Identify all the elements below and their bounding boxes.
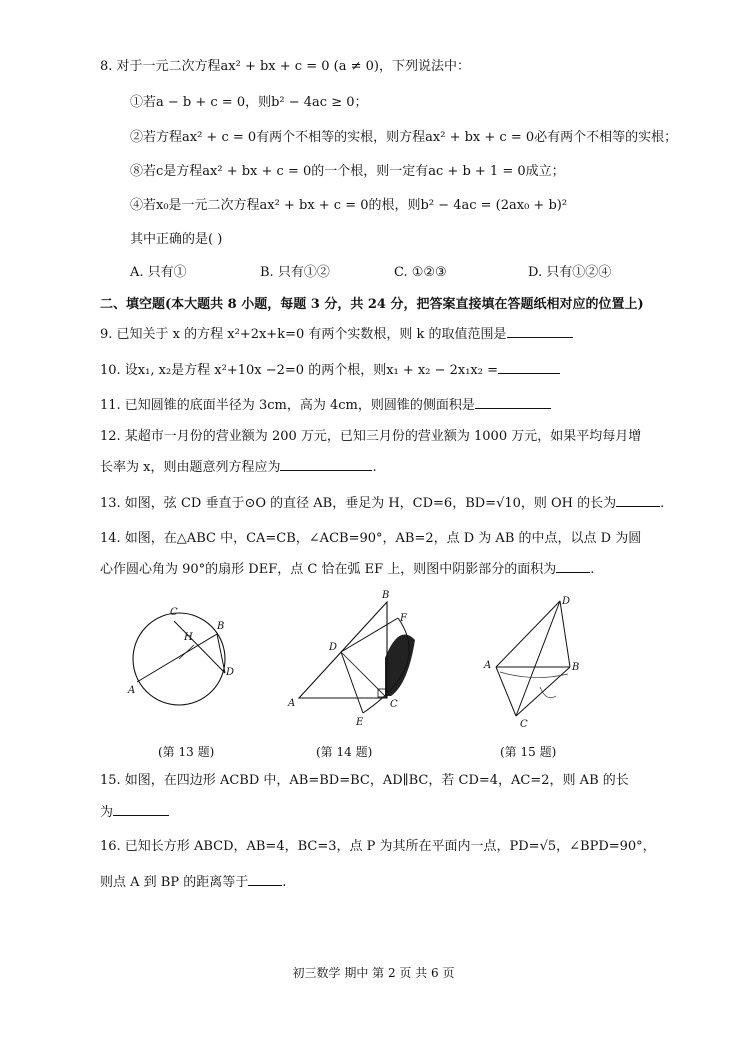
- q11-text: 11. 已知圆锥的底面半径为 3cm，高为 4cm，则圆锥的侧面积是: [100, 398, 475, 413]
- fig14-label-b: B: [382, 590, 390, 601]
- fig15-label-a: A: [484, 660, 492, 671]
- fig15-segment-ac: [496, 667, 516, 716]
- q10-answer-blank: [498, 361, 560, 374]
- fig14-label-d: D: [329, 642, 338, 653]
- q14-text: 心作圆心角为 90°的扇形 DEF，点 C 恰在弧 EF 上，则图中阴影部分的面积为: [100, 562, 557, 577]
- fig15-sketch-curve: [540, 687, 556, 698]
- q12-text: 长率为 x，则由题意列方程应为: [100, 460, 281, 475]
- fig15-label-d: D: [562, 596, 571, 607]
- fig15-segment-ad: [496, 601, 560, 667]
- q8-ask: 其中正确的是( ): [130, 232, 223, 247]
- q15-line-1: 15. 如图，在四边形 ACBD 中，AB=BD=BC，AD∥BC，若 CD=4，AC=2，则 AB 的长: [100, 773, 629, 788]
- q14-answer-blank: [556, 560, 590, 573]
- q16-line-2: [100, 873, 286, 892]
- fig13-label-c: C: [170, 607, 178, 618]
- fig13-label-h: H: [184, 632, 193, 643]
- q12-answer-blank: [280, 458, 372, 471]
- q10: [100, 361, 560, 380]
- q8-option-a: A. 只有①: [130, 265, 187, 280]
- q15-answer-blank: [113, 803, 169, 816]
- fig15-sketch-mark: [500, 672, 568, 678]
- q9-text: 9. 已知关于 x 的方程 x²+2x+k=0 有两个实数根，则 k 的取值范围是: [100, 327, 507, 342]
- fig13-diameter-ab: [137, 634, 217, 682]
- q12-line-2: [100, 458, 377, 477]
- section-2-heading: 二、填空题(本大题共 8 小题，每题 3 分，共 24 分，把答案直接填在答题纸相对应的位置上): [100, 297, 644, 312]
- q16-answer-blank: [248, 873, 282, 886]
- fig15-label-c: C: [520, 719, 528, 730]
- fig14-radius-de: [341, 652, 363, 713]
- caption-figure-14: (第 14 题): [316, 745, 373, 759]
- figure-13: [118, 605, 248, 710]
- fig14-radius-df: [341, 618, 398, 652]
- fig13-label-a: A: [128, 685, 136, 696]
- q8-statement-4: ④若x₀是一元二次方程ax² + bx + c = 0的根，则b² − 4ac = (2ax₀ + b)²: [130, 198, 568, 213]
- q8-option-b: B. 只有①②: [260, 265, 330, 280]
- fig15-segment-bd: [560, 601, 570, 667]
- q8-statement-1: ①若a − b + c = 0，则b² − 4ac ≥ 0；: [130, 95, 368, 110]
- q14-line-1: 14. 如图，在△ABC 中，CA=CB，∠ACB=90°，AB=2，点 D 为 AB 的中点，以点 D 为圆: [100, 531, 642, 546]
- q13-text: 13. 如图，弦 CD 垂直于⊙O 的直径 AB，垂足为 H，CD=6，BD=√10，则 OH 的长为: [100, 496, 617, 511]
- q8-stem: 8. 对于一元二次方程ax² + bx + c = 0 (a ≠ 0)，下列说法中：: [100, 59, 470, 74]
- fig13-segment-oh: [179, 645, 194, 659]
- q8-options: [130, 264, 690, 282]
- fig14-label-e: E: [356, 717, 364, 728]
- q15-line-2: [100, 803, 169, 822]
- q8-statement-2: ②若方程ax² + c = 0有两个不相等的实根，则方程ax² + bx + c = 0必有两个不相等的实根；: [130, 130, 678, 145]
- q16-period: .: [282, 875, 287, 890]
- q14-period: .: [590, 562, 595, 577]
- q12-period: .: [372, 460, 377, 475]
- fig15-segment-cd: [516, 601, 560, 716]
- fig14-shaded-region: [385, 634, 415, 696]
- fig13-label-b: B: [217, 621, 225, 632]
- q8-option-d: D. 只有①②④: [528, 265, 612, 280]
- fig14-segment-dc: [341, 652, 387, 698]
- q16-text: 则点 A 到 BP 的距离等于: [100, 875, 249, 890]
- q16-line-1: 16. 已知长方形 ABCD，AB=4，BC=3，点 P 为其所在平面内一点，PD=√5，∠BPD=90°，: [100, 839, 656, 854]
- q9-answer-blank: [507, 325, 573, 338]
- q8-option-c: C. ①②③: [394, 265, 447, 280]
- q11-answer-blank: [475, 396, 551, 409]
- figure-14: [282, 588, 432, 730]
- fig14-label-f: F: [400, 613, 407, 624]
- fig15-segment-bc: [516, 667, 570, 716]
- caption-figure-15: (第 15 题): [500, 745, 557, 759]
- q12-line-1: 12. 某超市一月份的营业额为 200 万元，已知三月份的营业额为 1000 万元，如果平均每月增: [100, 429, 642, 444]
- page-footer: 初三数学 期中 第 2 页 共 6 页: [292, 966, 455, 980]
- fig15-label-b: B: [572, 662, 580, 673]
- caption-figure-13: (第 13 题): [158, 745, 215, 759]
- q8-statement-3: ⑧若c是方程ax² + bx + c = 0的一个根，则一定有ac + b + 1 = 0成立；: [130, 164, 565, 179]
- q15-text: 为: [100, 805, 114, 820]
- fig14-label-c: C: [390, 699, 398, 710]
- fig14-triangle-abc: [299, 602, 387, 698]
- q13-answer-blank: [616, 494, 660, 507]
- q13: [100, 494, 664, 513]
- fig14-label-a: A: [288, 698, 296, 709]
- fig13-label-d: D: [226, 667, 235, 678]
- q10-text: 10. 设x₁, x₂是方程 x²+10x −2=0 的两个根，则x₁ + x₂ − 2x₁x₂ =: [100, 363, 498, 378]
- q9: [100, 325, 573, 344]
- q11: [100, 396, 551, 415]
- figure-15: [478, 592, 598, 732]
- q14-line-2: [100, 560, 594, 579]
- q13-period: .: [660, 496, 665, 511]
